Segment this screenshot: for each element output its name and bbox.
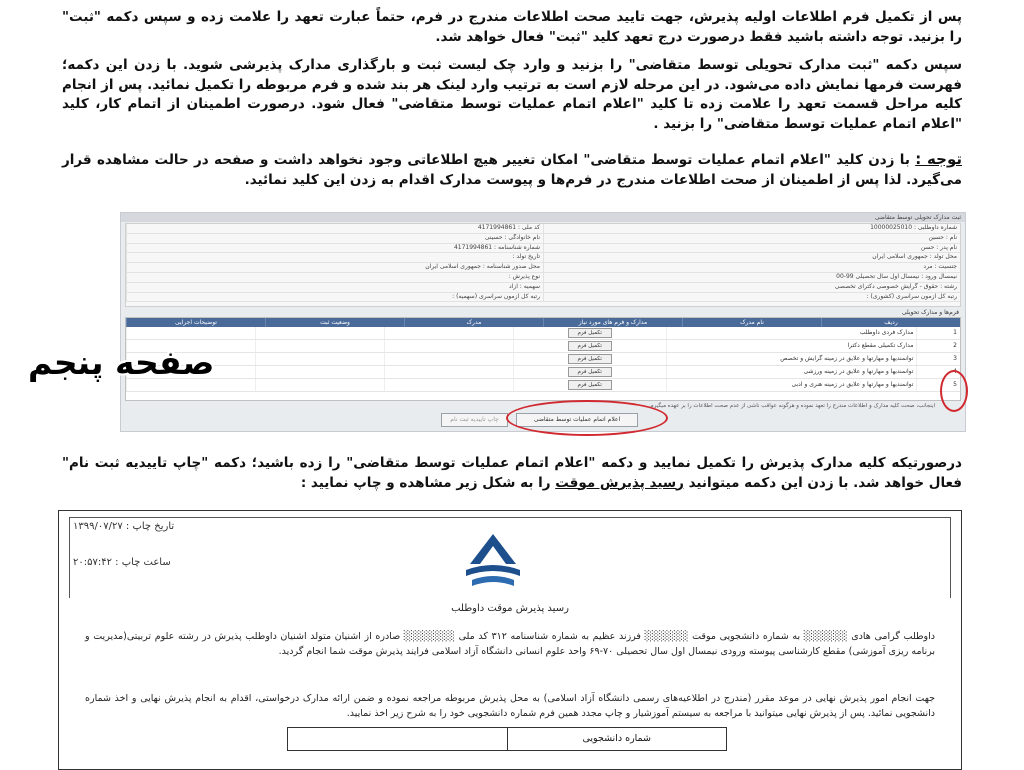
receipt-body-1: داوطلب گرامی هادی ░░░░░░ به شماره دانشجویی موقت ░░░░░░ فرزند عظیم به شماره شناسنامه ۳۱۲ کد ملی ░░░░░░░ صادره از اشنیان متولد اشنیان داوطلب پذیرش در رشته علوم تربیتی(مدیریت و برنامه ریزی آموزشی) مقطع کارشناسی پیوسته ورودی نیمسال اول سال تحصیلی ۷۰-۶۹ واحد علوم انسانی دانشگاه آزاد اسلامی فرایند پذیرش موقت شما انجام گردید. (85, 631, 935, 657)
complete-form-button[interactable]: تکمیل فرم (568, 354, 612, 364)
annotation-oval-finish (506, 400, 668, 436)
note-paragraph (62, 150, 962, 190)
table-row (126, 366, 960, 379)
row-number: 1 (916, 327, 960, 339)
row-form-cell (513, 353, 666, 365)
table-header-cell: توضیحات اجرایی (126, 318, 265, 327)
note-label: توجه : (915, 150, 962, 168)
row-number: 4 (916, 366, 960, 378)
row-status (255, 340, 384, 352)
receipt-print-time: ساعت چاپ : ۲۰:۵۷:۴۲ (73, 557, 171, 568)
table-header-cell: نام مدرک (682, 318, 821, 327)
info-cell: جنسیت : مرد (543, 263, 960, 272)
row-number: 2 (916, 340, 960, 352)
note-text: با زدن کلید "اعلام اتمام عملیات توسط متقاضی" امکان تغییر هیچ اطلاعاتی وجود نخواهد داشت و صفحه در حالت مشاهده قرار می‌گیرد. لذا پس از اطمینان از صحت اطلاعات مندرج در فرم‌ها و پیوست مدارک اقدام به زدن این کلید نمائید. (62, 152, 962, 188)
info-row (126, 273, 960, 283)
screen-header: ثبت مدارک تحویلی توسط متقاضی (121, 213, 965, 222)
info-row (126, 244, 960, 254)
row-number: 3 (916, 353, 960, 365)
row-number: 5 (916, 379, 960, 391)
applicant-info-grid (125, 223, 961, 307)
row-document (384, 327, 513, 339)
print-confirmation-button[interactable]: چاپ تاییدیه ثبت نام (441, 413, 508, 427)
forms-table (125, 317, 961, 401)
student-number-value (288, 728, 508, 750)
row-status (255, 366, 384, 378)
info-cell: رشته : حقوق - گرایش خصوصی دکترای تخصصی (543, 283, 960, 292)
info-cell: نیمسال ورود : نیمسال اول سال تحصیلی 99-00 (543, 273, 960, 282)
info-cell: سهمیه : آزاد (126, 283, 543, 292)
info-cell: نوع پذیرش : (126, 273, 543, 282)
row-status (255, 379, 384, 391)
info-cell: نام خانوادگی : حسینی (126, 234, 543, 243)
table-header-cell: ردیف (821, 318, 960, 327)
info-row (126, 224, 960, 234)
table-row (126, 327, 960, 340)
row-document-name: توانمندیها و مهارتها و علایق در زمینه ورزشی (666, 366, 917, 378)
row-document (384, 340, 513, 352)
row-form-cell (513, 340, 666, 352)
complete-form-button[interactable]: تکمیل فرم (568, 341, 612, 351)
table-row (126, 353, 960, 366)
row-status (255, 353, 384, 365)
info-row (126, 293, 960, 303)
table-header-cell: مدرک (404, 318, 543, 327)
p4-text-b: را به شکل زیر مشاهده و چاپ نمایید : (300, 474, 556, 491)
table-header-cell: مدارک و فرم های مورد نیاز (543, 318, 682, 327)
table-row (126, 340, 960, 353)
info-cell: محل تولد : جمهوری اسلامی ایران (543, 253, 960, 262)
row-document-name: مدارک تکمیلی مقطع دکترا (666, 340, 917, 352)
system-screenshot (120, 212, 966, 432)
page-stamp: صفحه پنجم (28, 343, 215, 382)
info-cell: نام پدر : حسن (543, 244, 960, 253)
finish-operation-button[interactable]: اعلام اتمام عملیات توسط متقاضی (516, 413, 638, 427)
receipt-body-2: جهت انجام امور پذیرش نهایی در موعد مقرر (مندرج در اطلاعیه‌های رسمی دانشگاه آزاد اسلامی) به محل پذیرش مربوطه مراجعه نموده و ضمن ارائه مدارک درخواستی، اقدام به انجام پذیرش نهایی و اخذ شماره دانشجویی نمائید. پس از پذیرش نهایی میتوانید با مراجعه به سیستم آموزشیار و چاپ مجدد همین فرم شماره دانشجویی خود را به شرح زیر اخذ نمایید. (85, 693, 935, 719)
info-cell: شماره شناسنامه : 4171994861 (126, 244, 543, 253)
table-header-cell: وضعیت ثبت (265, 318, 404, 327)
info-row (126, 253, 960, 263)
instruction-paragraph-2: سپس دکمه "ثبت مدارک تحویلی توسط متقاضی" را بزنید و وارد چک لیست ثبت و بارگذاری مدارک پذیرشی شوید. با زدن این دکمه؛ فهرست فرمها نمایش داده می‌شود. در این مرحله لازم است به ترتیب وارد لینک هر بند شده و فرم مربوطه را تکمیل نمائید. پس از انجام کلیه مراحل قسمت تعهد را علامت زده تا کلید "اعلام اتمام عملیات توسط متقاضی" فعال شود. درصورت اطمینان از اتمام کار، کلید "اعلام اتمام عملیات توسط متقاضی" را بزنید . (62, 57, 962, 132)
forms-table-body (126, 327, 960, 392)
row-document-name: توانمندیها و مهارتها و علایق در زمینه گرایش و تخصص (666, 353, 917, 365)
row-document-name: مدارک فردی داوطلب (666, 327, 917, 339)
student-number-label: شماره دانشجویی (582, 733, 652, 744)
student-number-box (287, 727, 727, 751)
commitment-text: اینجانب، صحت کلیه مدارک و اطلاعات مندرج را تعهد نموده و هرگونه عواقب ناشی از عدم صحت اطلاعات را بر عهده میگیرم. (648, 403, 935, 409)
row-document (384, 366, 513, 378)
p4-underlined: رسید پذیرش موقت (555, 474, 684, 491)
receipt-print-date: تاریخ چاپ : ۱۳۹۹/۰۷/۲۷ (73, 521, 175, 532)
info-cell: رتبه کل آزمون سراسری (سهمیه) : (126, 293, 543, 302)
row-notes (126, 327, 255, 339)
info-row (126, 283, 960, 293)
info-cell: کد ملی : 4171994861 (126, 224, 543, 233)
row-document-name: توانمندیها و مهارتها و علایق در زمینه هنری و ادبی (666, 379, 917, 391)
row-form-cell (513, 379, 666, 391)
row-document (384, 353, 513, 365)
row-status (255, 327, 384, 339)
row-document (384, 379, 513, 391)
info-cell: رتبه کل آزمون سراسری (کشوری) : (543, 293, 960, 302)
row-form-cell (513, 327, 666, 339)
instruction-paragraph-1: پس از تکمیل فرم اطلاعات اولیه پذیرش، جهت تایید صحت اطلاعات مندرج در فرم، حتماً عبارت تعهد را علامت زده و سپس دکمه "ثبت" را بزنید. توجه داشته باشید فقط درصورت درج تعهد کلید "ثبت" فعال خواهد شد. (62, 9, 962, 45)
annotation-oval-checkbox (940, 370, 968, 412)
row-form-cell (513, 366, 666, 378)
info-row (126, 234, 960, 244)
info-cell: شماره داوطلبی : 10000025010 (543, 224, 960, 233)
complete-form-button[interactable]: تکمیل فرم (568, 328, 612, 338)
receipt-title: رسید پذیرش موقت داوطلب (451, 603, 569, 614)
info-row (126, 263, 960, 273)
complete-form-button[interactable]: تکمیل فرم (568, 367, 612, 377)
info-cell: محل صدور شناسنامه : جمهوری اسلامی ایران (126, 263, 543, 272)
info-cell: تاریخ تولد : (126, 253, 543, 262)
forms-table-header (126, 318, 960, 327)
university-logo-icon (458, 530, 528, 592)
info-cell: نام : حسین (543, 234, 960, 243)
forms-section-title: فرم‌ها و مدارک تحویلی (901, 309, 959, 316)
instruction-paragraph-4 (62, 454, 962, 493)
p4-text-a: درصورتیکه کلیه مدارک پذیرش را تکمیل نمایید و دکمه "اعلام اتمام عملیات توسط متقاضی" را زده باشید؛ دکمه "چاپ تاییدیه ثبت نام" فعال خواهد شد. با زدن این دکمه میتوانید (62, 455, 962, 491)
table-row (126, 379, 960, 392)
complete-form-button[interactable]: تکمیل فرم (568, 380, 612, 390)
